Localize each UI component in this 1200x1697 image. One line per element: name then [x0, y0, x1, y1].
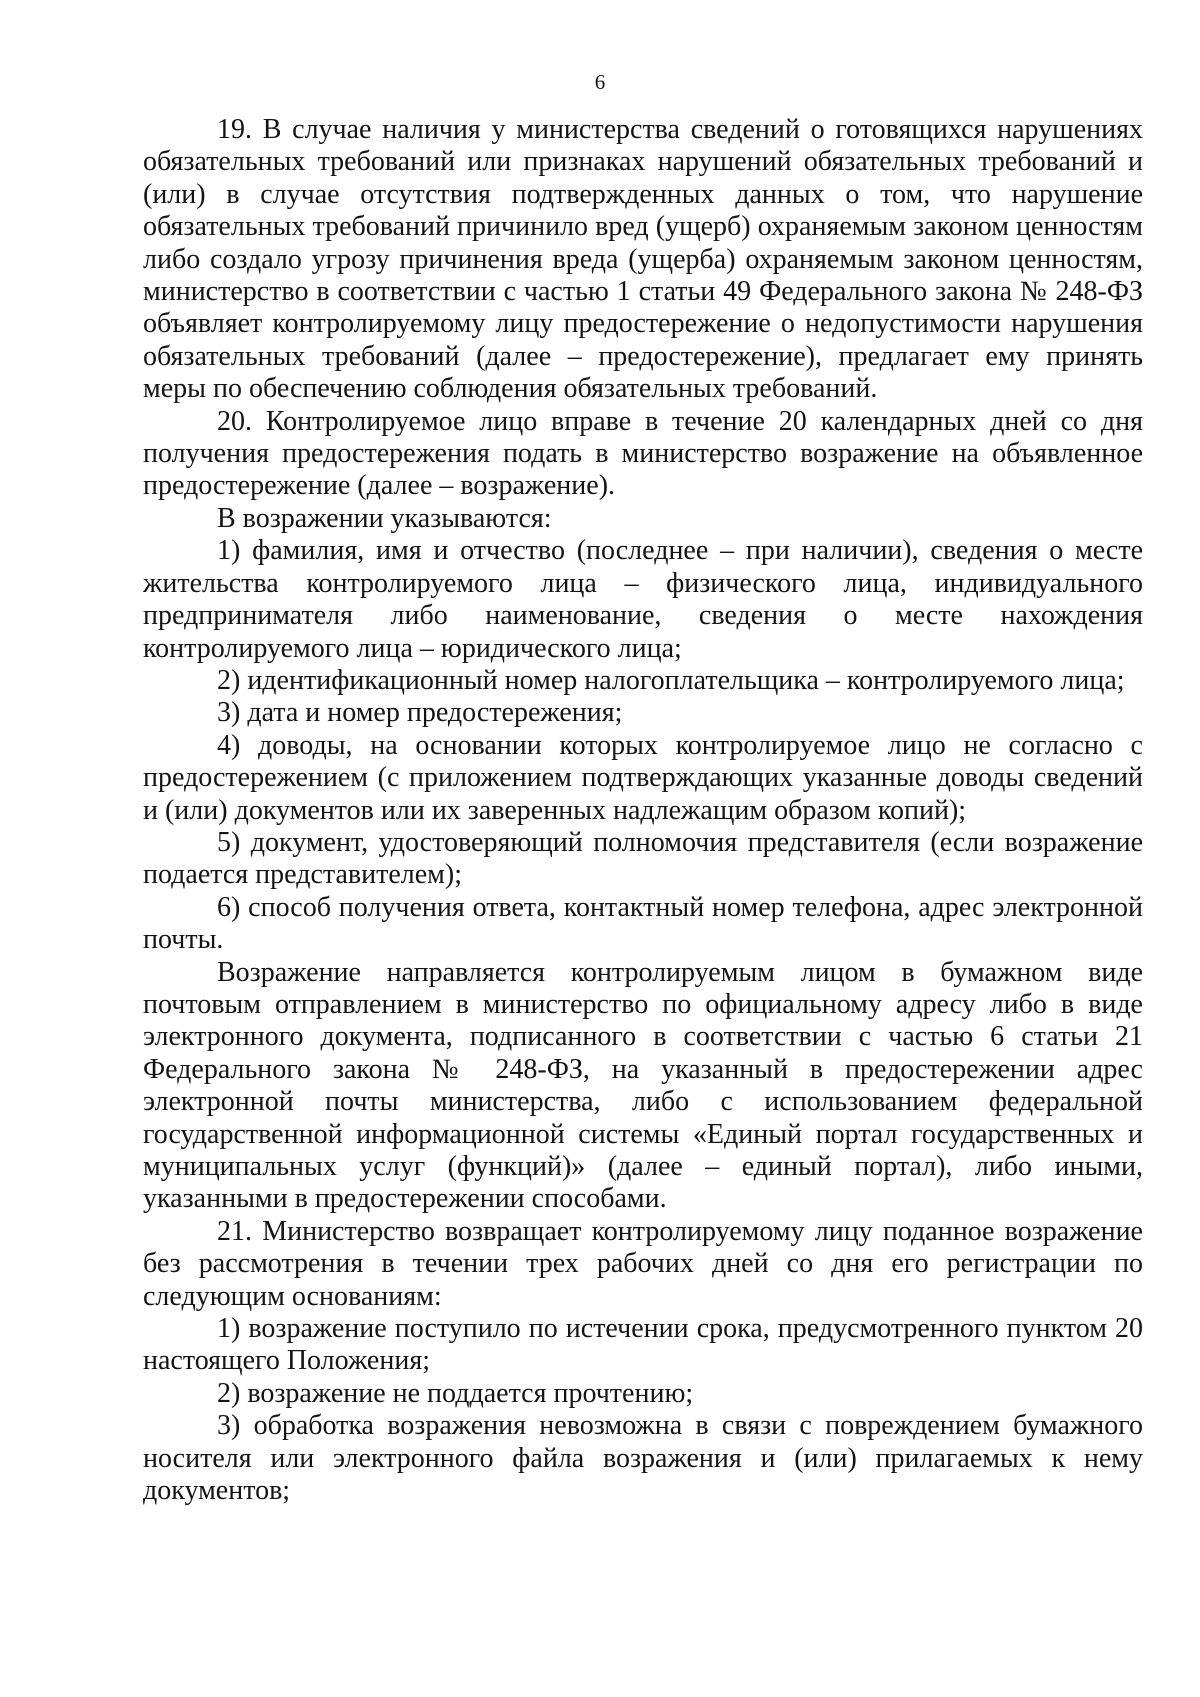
return-ground-3: 3) обработка возражения невозможна в связи с повреждением бумажного носителя или электронного файла возражения и (или) прилагаемых к нему документов;: [143, 1410, 1143, 1507]
return-ground-1: 1) возражение поступило по истечении срока, предусмотренного пунктом 20 настоящего Положения;: [143, 1313, 1143, 1377]
list-item-4: 4) доводы, на основании которых контролируемое лицо не согласно с предостережением (с приложением подтверждающих указанные доводы сведений и (или) документов или их заверенных надлежащим образом копий);: [143, 729, 1143, 826]
list-item-5: 5) документ, удостоверяющий полномочия представителя (если возражение подается представителем);: [143, 826, 1143, 891]
paragraph-20: 20. Контролируемое лицо вправе в течение 20 календарных дней со дня получения предостережения подать в министерство возражение на объявленное предостережение (далее – возражение).: [143, 405, 1143, 502]
paragraph-19: 19. В случае наличия у министерства сведений о готовящихся нарушениях обязательных требований или признаках нарушений обязательных требований и (или) в случае отсутствия подтвержденных данных о том, что нарушение обязательных требований причинило вред (ущерб) охраняемым законом ценностям либо создало угрозу причинения вреда (ущерба) охраняемым законом ценностям, министерство в соответствии с частью 1 статьи 49 Федерального закона № 248-ФЗ объявляет контролируемому лицу предостережение о недопустимости нарушения обязательных требований (далее – предостережение), предлагает ему принять меры по обеспечению соблюдения обязательных требований.: [143, 114, 1143, 405]
return-ground-2: 2) возражение не поддается прочтению;: [217, 1377, 694, 1409]
paragraph-21: 21. Министерство возвращает контролируемому лицу поданное возражение без рассмотрения в течении трех рабочих дней со дня его регистрации по следующим основаниям:: [143, 1215, 1143, 1312]
list-item-2: 2) идентификационный номер налогоплательщика – контролируемого лица;: [217, 664, 1125, 696]
document-body: [143, 114, 1143, 1507]
page-number: 6: [594, 70, 606, 94]
objection-contents-intro: В возражении указываются:: [217, 502, 552, 534]
list-item-1: 1) фамилия, имя и отчество (последнее – при наличии), сведения о месте жительства контролируемого лица – физического лица, индивидуального предпринимателя либо наименование, сведения о месте нахождения контролируемого лица – юридического лица;: [143, 535, 1143, 664]
list-item-3: 3) дата и номер предостережения;: [217, 697, 623, 729]
list-item-6: 6) способ получения ответа, контактный номер телефона, адрес электронной почты.: [143, 891, 1143, 956]
objection-submission-paragraph: Возражение направляется контролируемым лицом в бумажном виде почтовым отправлением в министерство по официальному адресу либо в виде электронного документа, подписанного в соответствии с частью 6 статьи 21 Федерального закона № 248-ФЗ, на указанный в предостережении адрес электронной почты министерства, либо с использованием федеральной государственной информационной системы «Единый портал государственных и муниципальных услуг (функций)» (далее – единый портал), либо иными, указанными в предостережении способами.: [143, 956, 1143, 1215]
